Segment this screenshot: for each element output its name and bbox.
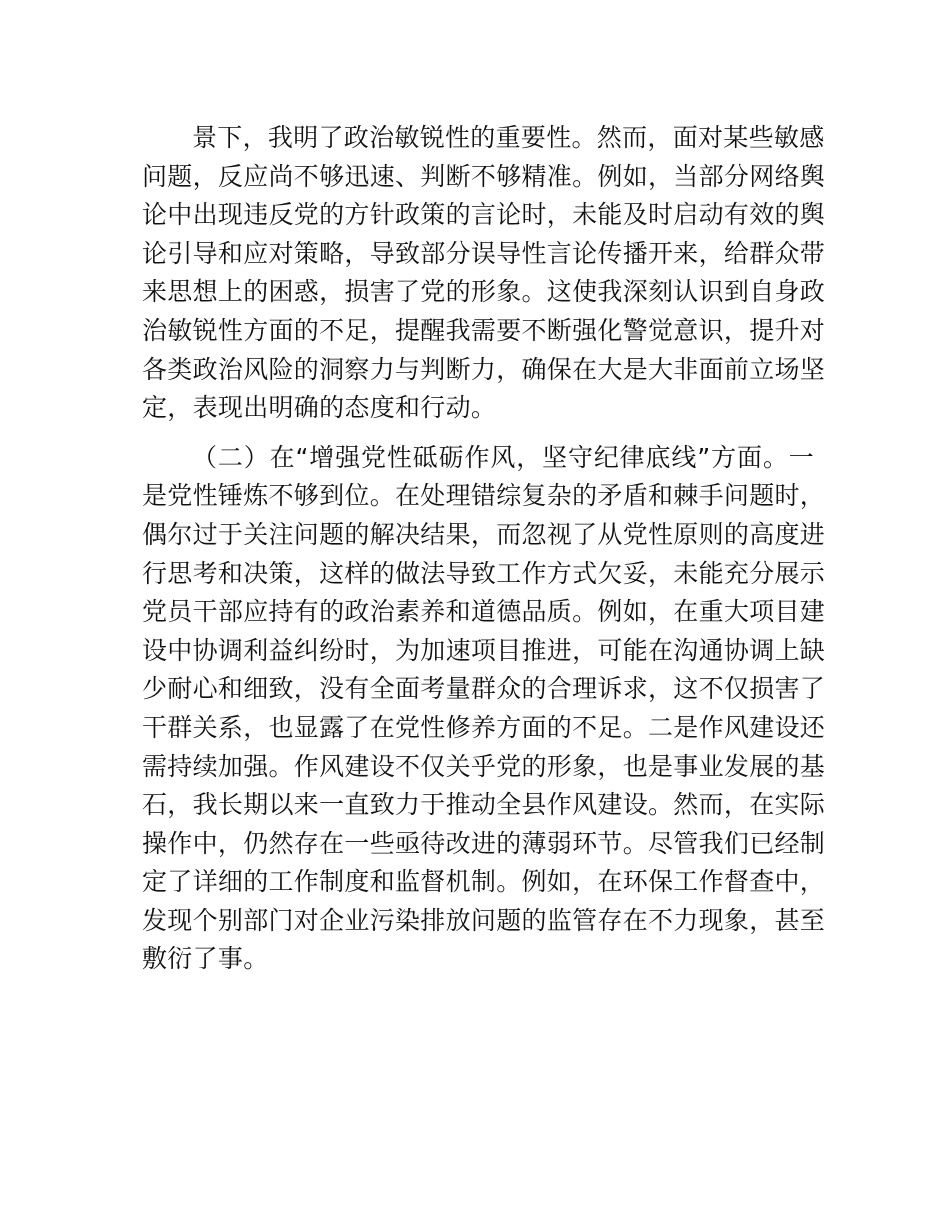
paragraph-line: 党员干部应持有的政治素养和道德品质。例如，在重大项目建: [142, 597, 826, 627]
paragraph-line: （二）在“增强党性砥砺作风，坚守纪律底线”方面。一: [192, 442, 814, 472]
paragraph-line: 偶尔过于关注问题的解决结果，而忽视了从党性原则的高度进: [142, 519, 826, 549]
paragraph-line: 石，我长期以来一直致力于推动全县作风建设。然而，在实际: [142, 790, 826, 820]
paragraph-line: 定了详细的工作制度和监督机制。例如，在环保工作督查中，: [142, 867, 826, 897]
paragraph-party-spirit-work-style: [142, 439, 826, 979]
paragraph-line: 定，表现出明确的态度和行动。: [142, 393, 497, 423]
paragraph-line: 论中出现违反党的方针政策的言论时，未能及时启动有效的舆: [142, 200, 826, 230]
paragraph-line: 发现个别部门对企业污染排放问题的监管存在不力现象，甚至: [142, 905, 826, 935]
paragraph-line: 少耐心和细致，没有全面考量群众的合理诉求，这不仅损害了: [142, 674, 826, 704]
paragraph-line: 操作中，仍然存在一些亟待改进的薄弱环节。尽管我们已经制: [142, 828, 826, 858]
paragraph-line: 论引导和应对策略，导致部分误导性言论传播开来，给群众带: [142, 238, 826, 268]
paragraph-line: 设中协调利益纠纷时，为加速项目推进，可能在沟通协调上缺: [142, 635, 826, 665]
paragraph-line: 治敏锐性方面的不足，提醒我需要不断强化警觉意识，提升对: [142, 315, 826, 345]
paragraph-line: 各类政治风险的洞察力与判断力，确保在大是大非面前立场坚: [142, 354, 826, 384]
paragraph-spacer: [142, 428, 814, 439]
paragraph-line: 行思考和决策，这样的做法导致工作方式欠妥，未能充分展示: [142, 558, 826, 588]
paragraph-line: 来思想上的困惑，损害了党的形象。这使我深刻认识到自身政: [142, 277, 826, 307]
document-body: [142, 119, 826, 979]
paragraph-line: 干群关系，也显露了在党性修养方面的不足。二是作风建设还: [142, 712, 826, 742]
paragraph-line: 敷衍了事。: [142, 944, 269, 974]
paragraph-line: 问题，反应尚不够迅速、判断不够精准。例如，当部分网络舆: [142, 161, 826, 191]
paragraph-line: 是党性锤炼不够到位。在处理错综复杂的矛盾和棘手问题时，: [142, 481, 826, 511]
paragraph-political-sensitivity: [142, 119, 826, 428]
paragraph-line: 景下，我明了政治敏锐性的重要性。然而，面对某些敏感: [192, 123, 825, 152]
paragraph-line: 需持续加强。作风建设不仅关乎党的形象，也是事业发展的基: [142, 751, 826, 781]
